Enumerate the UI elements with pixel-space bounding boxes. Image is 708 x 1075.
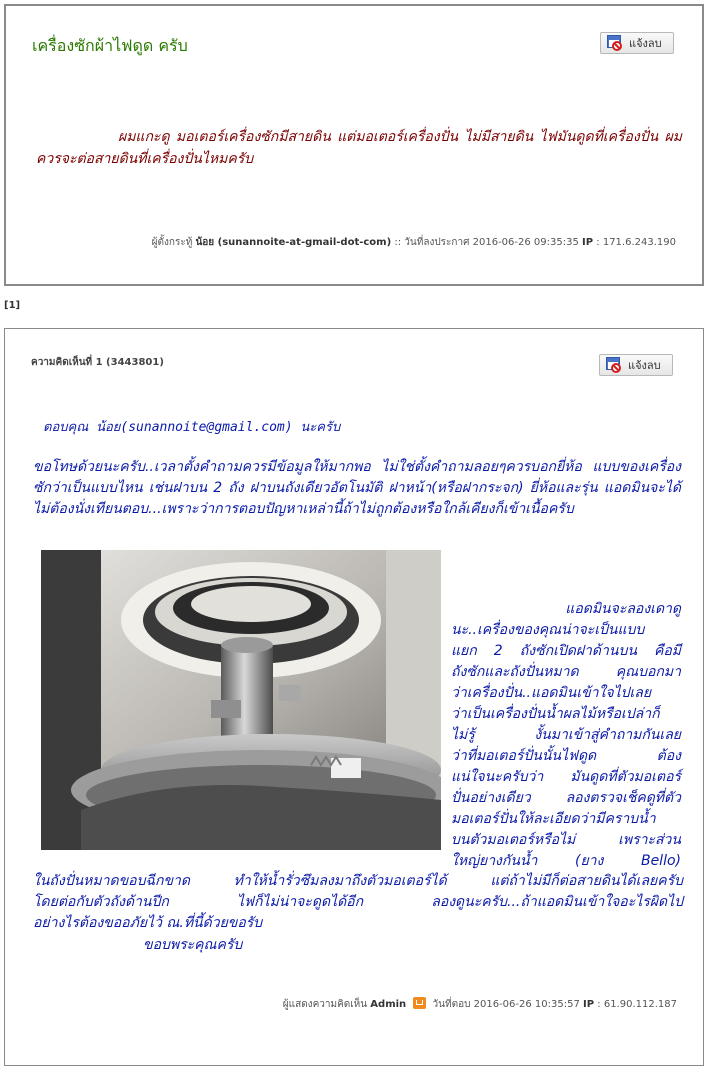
comment-closing: ขอบพระคุณครับ [143,937,243,953]
comment-text-line: ถังซักและถังปั่นหมาด คุณบอกมา [451,664,681,680]
comment-bottom-text [33,871,683,934]
motor-photo-illustration [41,550,441,850]
comment-text-line: ใหญ่ยางกันน้ำ (ยาง Bello) [451,853,681,869]
question-body: ผมแกะดู มอเตอร์เครื่องซักมีสายดิน แต่มอเตอร์เครื่องปั่น ไม่มีสายดิน ไฟมันดูดที่เครื่องปั่น ผมควรจะต่อสายดินที่เครื่องปั่นไหมครับ [36,129,682,167]
question-title: เครื่องซักผ้าไฟดูด ครับ [32,36,188,55]
comment-text-line: แยก 2 ถังซักเปิดฝาด้านบน คือมี [451,643,681,659]
comment-meta: ผู้แสดงความคิดเห็น Admin วันที่ตอบ 2016-06-26 10:35:57 IP : 61.90.112.187 [282,999,677,1010]
comment-text-line: ว่าที่มอเตอร์ปั่นนั้นไฟดูด ต้อง [451,748,681,764]
comment-text-line: นะ..เครื่องของคุณน่าจะเป็นแบบ [451,622,645,638]
comment-date: 2016-06-26 10:35:57 [473,999,580,1010]
question-panel [4,4,704,286]
comment-text-line: ในถังปั่นหมาดขอบฉีกขาด ทำให้น้ำรั่วซึมลงมาถึงตัวมอเตอร์ได้ แต่ถ้าไม่มีก็ต่อสายดินได้เลยครับ [33,873,683,889]
comment-anchor-link[interactable]: [1] [4,300,21,311]
comment-text-line: มอเตอร์ปั่นให้ละเอียดว่ามีคราบน้ำ [451,811,656,827]
comment-text-line: แน่ใจนะครับว่า มันดูดที่ตัวมอเตอร์ [451,769,681,785]
comment-text-line: โดยต่อกับตัวถังด้านปีก ไฟก็ไม่น่าจะดูดได้อีก ลองดูนะครับ...ถ้าแอดมินเข้าใจอะไรผิดไป [33,894,683,910]
washing-machine-motor-photo [41,550,441,850]
comment-text-line: แอดมินจะลองเดาดู [565,601,681,617]
report-label: แจ้งลบ [628,359,661,372]
report-calendar-no-icon [607,35,623,51]
report-calendar-no-icon [606,357,622,373]
commenter-name: Admin [370,999,407,1010]
commenter-ip: : 61.90.112.187 [597,999,677,1010]
comment-panel [4,328,704,1066]
comment-thanks-line: ตอบคุณ น้อย(sunannoite@gmail.com) นะครับ [43,420,341,435]
comment-text-line: อย่างไรต้องขออภัยไว้ ณ.ที่นี้ด้วยขอรับ [33,915,263,931]
comment-heading: ความคิดเห็นที่ 1 (3443801) [31,357,164,368]
message-icon[interactable] [413,997,426,1009]
comment-text-line: ไม่รู้ งั้นมาเข้าสู่คำถามกันเลย [451,727,681,743]
comment-text-line: บนตัวมอเตอร์หรือไม่ เพราะส่วน [451,832,681,848]
report-label: แจ้งลบ [629,37,662,50]
comment-report-delete-button[interactable] [599,354,673,376]
poster-name: น้อย (sunannoite-at-gmail-dot-com) [195,237,392,248]
comment-text-line: ว่าเครื่องปั่น..แอดมินเข้าใจไปเลย [451,685,652,701]
report-delete-button[interactable] [600,32,674,54]
poster-ip: : 171.6.243.190 [596,237,676,248]
comment-text-line: ปั่นอย่างเดียว ลองตรวจเช็คดูที่ตัว [451,790,681,806]
comment-side-text [451,599,681,872]
question-meta: ผู้ตั้งกระทู้ น้อย (sunannoite-at-gmail-dot-com) :: วันที่ลงประกาศ 2016-06-26 09:35:35 IP : 171.6.243.190 [151,237,676,248]
comment-paragraph-1: ขอโทษด้วยนะครับ..เวลาตั้งคำถามควรมีข้อมูลให้มากพอ ไม่ใช่ตั้งคำถามลอยๆควรบอกยี่ห้อ แบบของเครื่องซักว่าเป็นแบบไหน เช่นฝาบน 2 ถัง ฝาบนถังเดียวอัตโนมัติ ฝาหน้า(หรือฝากระจก) ยี่ห้อและรุ่น แอดมินจะได้ไม่ต้องนั่งเทียนตอบ...เพราะว่าการตอบปัญหาเหล่านี้ถ้าไม่ถูกต้องหรือใกล้เคียงก็เข้าเนื้อครับ [33,459,681,517]
post-date: 2016-06-26 09:35:35 [472,237,579,248]
comment-text-line: ว่าเป็นเครื่องปั่นน้ำผลไม้หรือเปล่าก็ [451,706,660,722]
